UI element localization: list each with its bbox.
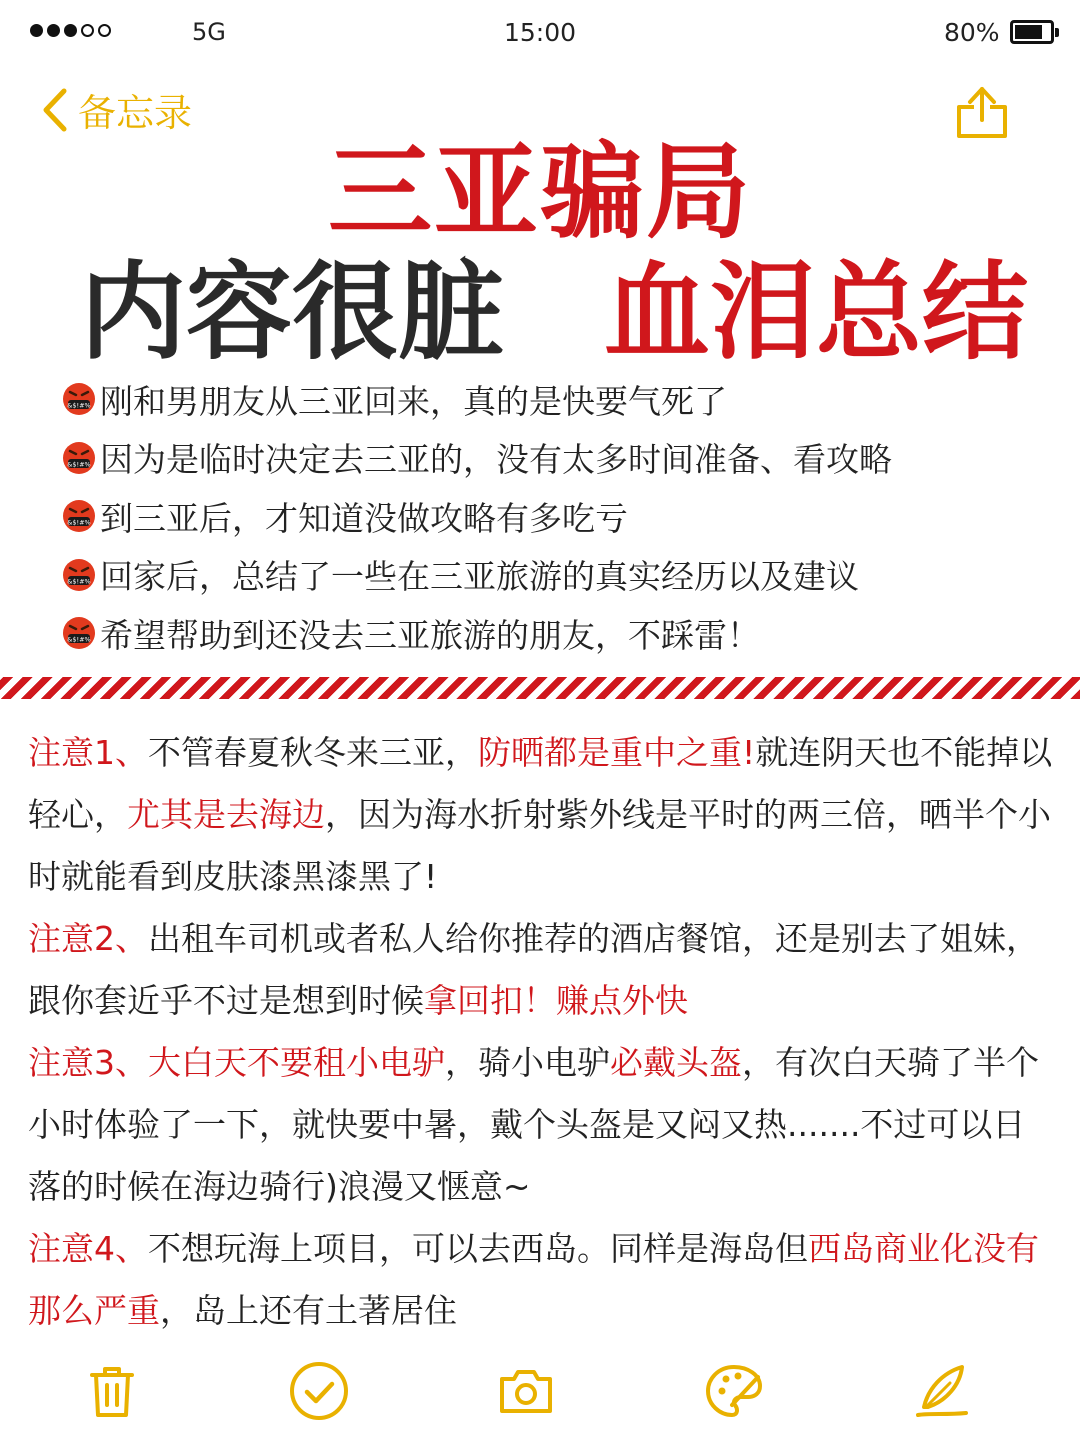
tip-paragraph [28, 1218, 1058, 1342]
angry-face-icon [62, 616, 96, 650]
tip-highlight: 大白天不要租小电驴 [148, 1043, 445, 1082]
tip-highlight: 拿回扣！赚点外快 [424, 981, 688, 1020]
intro-line [62, 429, 1062, 488]
pen-icon[interactable] [910, 1359, 974, 1423]
striped-divider [0, 677, 1080, 699]
intro-text: 到三亚后，才知道没做攻略有多吃亏 [100, 498, 628, 538]
intro-line [62, 370, 1062, 429]
bottom-toolbar [0, 1355, 1080, 1427]
angry-face-icon [62, 441, 96, 475]
tip-highlight: 必戴头盔 [610, 1043, 742, 1082]
tip-text: 不想玩海上项目，可以去西岛。同样是海岛但 [148, 1229, 808, 1268]
back-label: 备忘录 [78, 91, 193, 135]
tip-label: 注意3、 [28, 1043, 148, 1082]
angry-face-icon [62, 558, 96, 592]
carrier-label: 5G [192, 18, 226, 46]
intro-list [62, 370, 1062, 663]
status-bar [0, 0, 1080, 70]
battery-percentage: 80% [944, 18, 1000, 47]
headline-subtitle-right: 血泪总结 [604, 251, 1028, 374]
tip-label: 注意4、 [28, 1229, 148, 1268]
tip-text: 不管春夏秋冬来三亚， [148, 733, 478, 772]
tip-text: ，因为海水折射紫外线是平时的两三倍，晒半个小时就能看到皮肤漆黑漆黑了! [28, 795, 1051, 896]
tip-text: 就连阴天也不能掉以轻心， [28, 733, 1053, 834]
intro-text: 因为是临时决定去三亚的，没有太多时间准备、看攻略 [100, 440, 892, 480]
tip-text: 出租车司机或者私人给你推荐的酒店餐馆，还是别去了姐妹，跟你套近乎不过是想到时候 [28, 919, 1039, 1020]
angry-face-icon [62, 382, 96, 416]
battery-icon [1010, 20, 1054, 44]
tip-highlight: 防晒都是重中之重! [478, 733, 756, 772]
headline-subtitle-left: 内容很脏 [80, 251, 504, 374]
tip-highlight: 西岛商业化没有那么严重 [28, 1229, 1039, 1330]
intro-line [62, 604, 1062, 663]
intro-line [62, 487, 1062, 546]
status-time: 15:00 [503, 18, 577, 47]
headline-title: 三亚骗局 [327, 131, 752, 253]
checkmark-circle-icon[interactable] [287, 1359, 351, 1423]
tips-section [28, 722, 1058, 1342]
tip-text: ，有次白天骑了半个小时体验了一下，就快要中暑，戴个头盔是又闷又热.......不过可以日落的时候在海边骑行)浪漫又惬意~ [28, 1043, 1039, 1206]
tip-paragraph [28, 722, 1058, 908]
palette-icon[interactable] [702, 1359, 766, 1423]
tip-text: ，骑小电驴 [445, 1043, 610, 1082]
camera-icon[interactable] [494, 1359, 558, 1423]
svg-text:&$!#%: &$!#% [67, 577, 91, 586]
tip-label: 注意1、 [28, 733, 148, 772]
tip-text: ，岛上还有土著居住 [160, 1291, 457, 1330]
trash-icon[interactable] [80, 1359, 144, 1423]
svg-text:&$!#%: &$!#% [67, 518, 91, 527]
intro-text: 回家后，总结了一些在三亚旅游的真实经历以及建议 [100, 557, 859, 597]
tip-label: 注意2、 [28, 919, 148, 958]
intro-line [62, 546, 1062, 605]
angry-face-icon [62, 499, 96, 533]
tip-highlight: 尤其是去海边 [127, 795, 325, 834]
tip-paragraph [28, 1032, 1058, 1218]
svg-text:&$!#%: &$!#% [67, 460, 91, 469]
intro-text: 希望帮助到还没去三亚旅游的朋友，不踩雷！ [100, 615, 760, 655]
tip-paragraph [28, 908, 1058, 1032]
svg-text:&$!#%: &$!#% [67, 635, 91, 644]
intro-text: 刚和男朋友从三亚回来，真的是快要气死了 [100, 381, 727, 421]
svg-text:&$!#%: &$!#% [67, 401, 91, 410]
